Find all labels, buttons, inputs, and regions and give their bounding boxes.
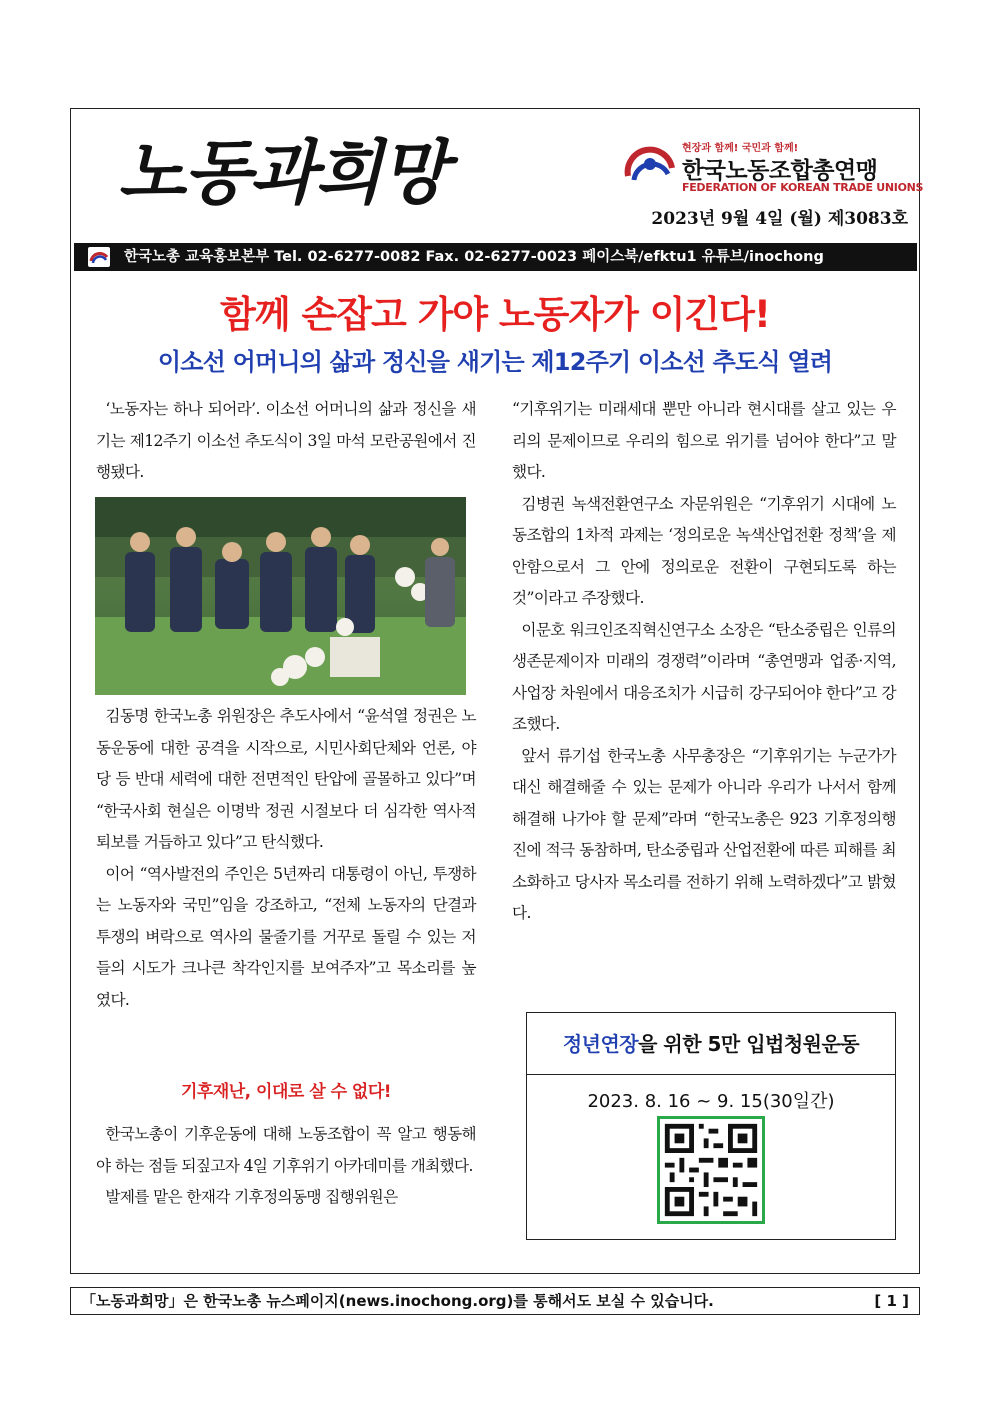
headline: 함께 손잡고 가야 노동자가 이긴다!: [220, 293, 770, 336]
paragraph: 이어 “역사발전의 주인은 5년짜리 대통령이 아닌, 투쟁하는 노동자와 국민”임을 강조하고, “전체 노동자의 단결과 투쟁의 벼락으로 역사의 물줄기를 거꾸로 돌릴 수 있는 저들의 시도가 크나큰 착각인지를 보여주자”고 목소리를 높였다.: [96, 864, 476, 1009]
contact-info: 한국노총 교육홍보본부 Tel. 02-6277-0082 Fax. 02-6277-0023 페이스북/efktu1 유튜브/inochong: [124, 249, 824, 265]
memorial-photo: [95, 497, 466, 695]
paragraph: 앞서 류기섭 한국노총 사무총장은 “기후위기는 누군가가 대신 해결해줄 수 있는 문제가 아니라 우리가 나서서 함께 해결해 나가야 할 문제”라며 “한국노총은 923 기후정의행진에 적극 동참하며, 탄소중립과 산업전환에 따른 피해를 최소화하고 당사자 목소리를 전하기 위해 노력하겠다”고 밝혔다.: [512, 746, 896, 922]
section-title: 기후재난, 이대로 살 수 없다!: [180, 1082, 392, 1102]
paragraph: 발제를 맡은 한재각 기후정의동맹 집행위원은: [105, 1188, 398, 1206]
qr-code-icon[interactable]: [657, 1116, 765, 1224]
info-bar: [74, 243, 917, 271]
masthead-title: 노동과희망: [118, 131, 447, 214]
paragraph: 한국노총이 기후운동에 대해 노동조합이 꼭 알고 행동해야 하는 점들 되짚고자 4일 기후위기 아카데미를 개최했다.: [96, 1125, 476, 1175]
paragraph: “기후위기는 미래세대 뿐만 아니라 현시대를 살고 있는 우리의 문제이므로 우리의 힘으로 위기를 넘어야 한다”고 말했다.: [512, 400, 896, 481]
photo-illustration: [95, 497, 466, 695]
petition-box: [526, 1012, 896, 1240]
page-number: [ 1 ]: [874, 1292, 909, 1310]
article-intro: [96, 394, 476, 489]
fkt-small-logo-icon: [88, 247, 110, 267]
footer: [70, 1287, 920, 1315]
org-name: 한국노동조합총연맹: [682, 158, 878, 184]
qr-pattern: [660, 1119, 762, 1221]
petition-title: [527, 1013, 895, 1075]
article-climate-left: [96, 1119, 476, 1214]
petition-dates: 2023. 8. 16 ~ 9. 15(30일간): [587, 1091, 835, 1112]
org-name-en: FEDERATION OF KOREAN TRADE UNIONS: [682, 181, 924, 194]
footer-text: 「노동과희망」은 한국노총 뉴스페이지(news.inochong.org)를 통해서도 보실 수 있습니다.: [81, 1292, 714, 1310]
paragraph: ‘노동자는 하나 되어라’. 이소선 어머니의 삶과 정신을 새기는 제12주기 이소선 추도식이 3일 마석 모란공원에서 진행됐다.: [96, 400, 476, 481]
paragraph: 김병권 녹색전환연구소 자문위원은 “기후위기 시대에 노동조합의 1차적 과제는 ‘정의로운 녹색산업전환 정책’을 제안함으로서 그 안에 정의로운 전환이 구현되도록 하는 것”이라고 주장했다.: [512, 494, 896, 607]
article-body-left: [96, 701, 476, 1016]
issue-date: 2023년 9월 4일 (월) 제3083호: [651, 209, 908, 229]
org-tagline: 현장과 함께! 국민과 함께!: [682, 143, 799, 154]
subheadline: 이소선 어머니의 삶과 정신을 새기는 제12주기 이소선 추도식 열려: [157, 348, 833, 376]
fkt-logo-icon: [624, 146, 676, 190]
paragraph: 이문호 워크인조직혁신연구소 소장은 “탄소중립은 인류의 생존문제이자 미래의 경쟁력”이라며 “총연맹과 업종·지역, 사업장 차원에서 대응조치가 시급히 강구되어야 한다”고 강조했다.: [512, 620, 896, 733]
petition-title-rest: 을 위한 5만 입법청원운동: [638, 1032, 860, 1056]
article-climate-right: [512, 394, 896, 930]
petition-title-accent: 정년연장: [562, 1032, 639, 1056]
paragraph: 김동명 한국노총 위원장은 추도사에서 “윤석열 정권은 노동운동에 대한 공격을 시작으로, 시민사회단체와 언론, 야당 등 반대 세력에 대한 전면적인 탄압에 골몰하고 있다”며 “한국사회 현실은 이명박 정권 시절보다 더 심각한 역사적 퇴보를 거듭하고 있다”고 탄식했다.: [96, 707, 476, 851]
